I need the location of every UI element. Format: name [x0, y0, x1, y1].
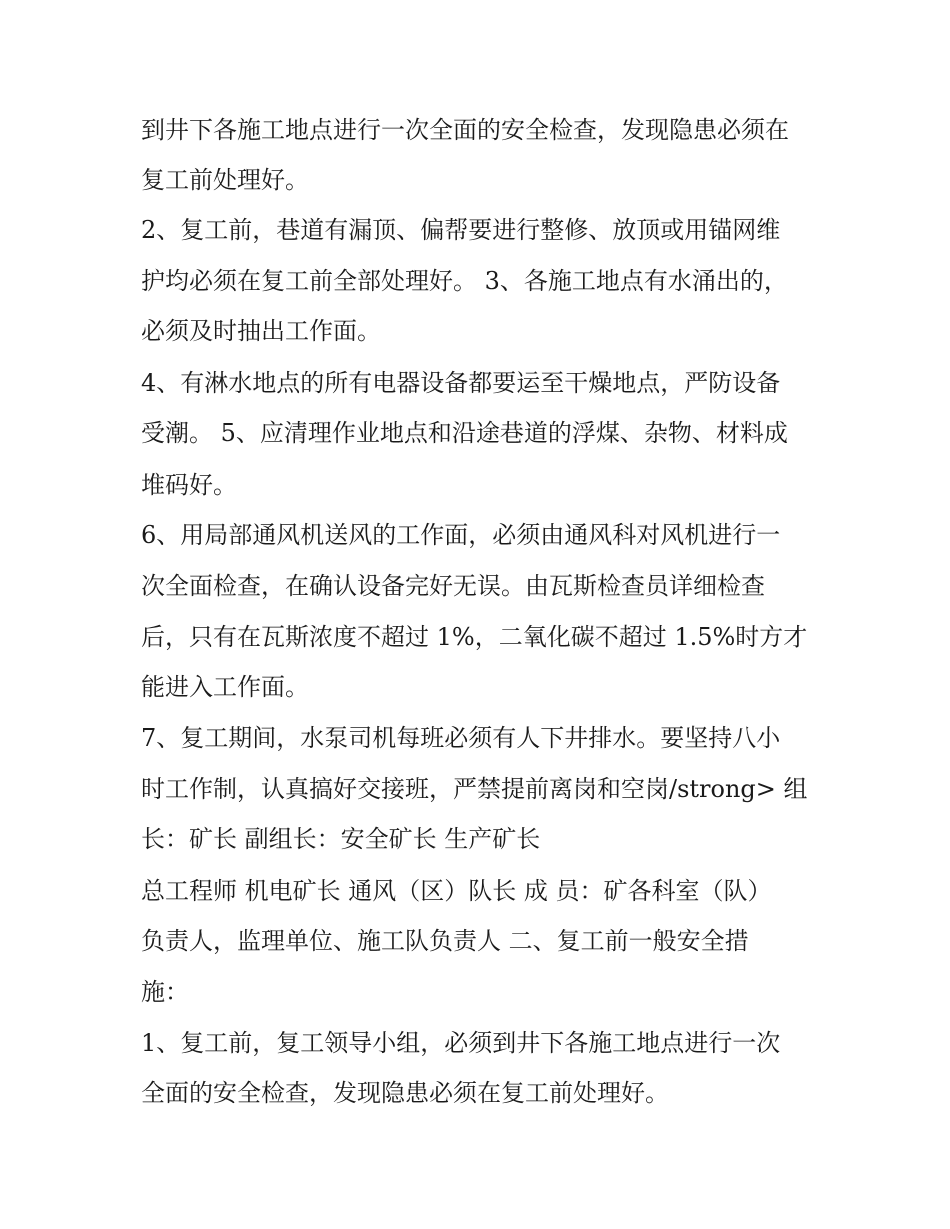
text-line: 7、复工期间，水泵司机每班必须有人下井排水。要坚持八小 [141, 724, 781, 752]
text-line: 全面的安全检查，发现隐患必须在复工前处理好。 [141, 1079, 669, 1107]
text-line: 1、复工前，复工领导小组，必须到井下各施工地点进行一次 [141, 1029, 781, 1057]
text-line: 受潮。 5、应清理作业地点和沿途巷道的浮煤、杂物、材料成 [141, 419, 788, 447]
text-line: 4、有淋水地点的所有电器设备都要运至干燥地点，严防设备 [141, 369, 781, 397]
text-line: 护均必须在复工前全部处理好。 3、各施工地点有水涌出的， [141, 267, 788, 295]
text-line: 后，只有在瓦斯浓度不超过 1%，二氧化碳不超过 1.5%时方才 [141, 623, 808, 651]
text-line: 到井下各施工地点进行一次全面的安全检查，发现隐患必须在 [141, 116, 789, 144]
text-line: 堆码好。 [141, 471, 237, 499]
text-line: 2、复工前，巷道有漏顶、偏帮要进行整修、放顶或用锚网维 [141, 216, 781, 244]
text-line: 6、用局部通风机送风的工作面，必须由通风科对风机进行一 [141, 521, 781, 549]
text-line: 复工前处理好。 [141, 166, 309, 194]
text-line: 施： [141, 978, 189, 1006]
text-line: 长：矿长 副组长：安全矿长 生产矿长 [141, 825, 541, 853]
text-line: 能进入工作面。 [141, 673, 309, 701]
text-line: 必须及时抽出工作面。 [141, 317, 381, 345]
text-line: 负责人，监理单位、施工队负责人 二、复工前一般安全措 [141, 927, 749, 955]
text-line: 次全面检查，在确认设备完好无误。由瓦斯检查员详细检查 [141, 572, 765, 600]
text-line: 时工作制，认真搞好交接班，严禁提前离岗和空岗/strong> 组 [141, 775, 808, 803]
text-line: 总工程师 机电矿长 通风（区）队长 成 员：矿各科室（队） [141, 877, 772, 905]
